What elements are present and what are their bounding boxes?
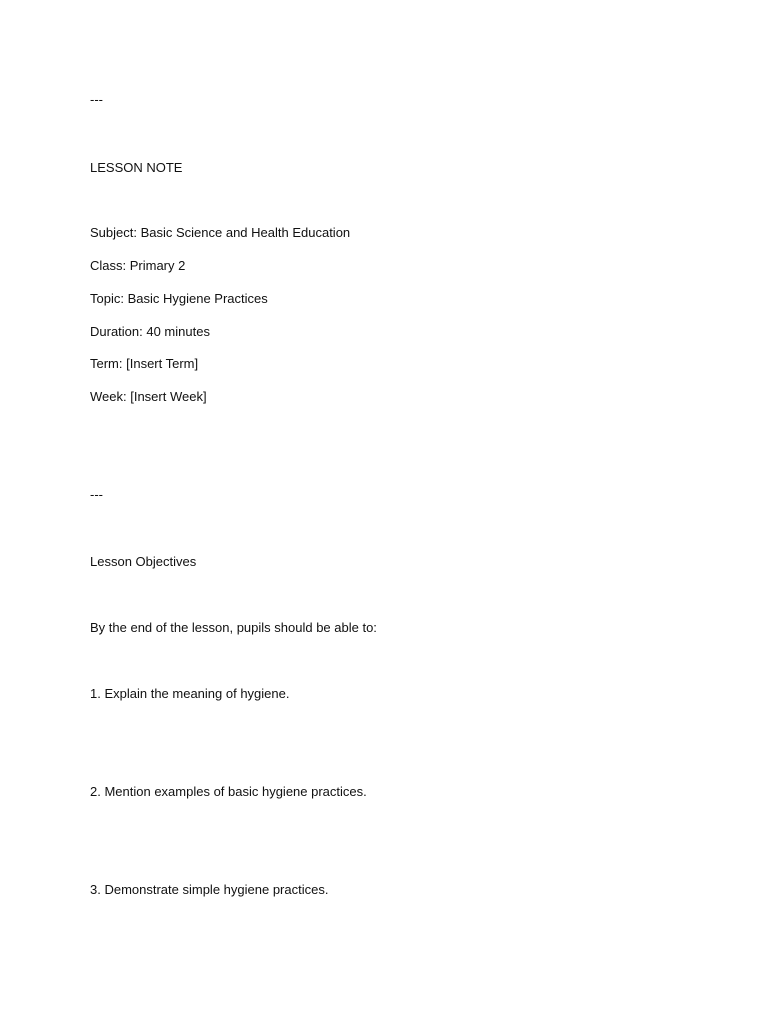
separator-middle: ---	[90, 487, 103, 502]
objective-item: 3. Demonstrate simple hygiene practices.	[90, 882, 329, 897]
class-line: Class: Primary 2	[90, 258, 186, 273]
objective-item: 1. Explain the meaning of hygiene.	[90, 686, 290, 701]
separator-top: ---	[90, 92, 103, 107]
lesson-note-title: LESSON NOTE	[90, 160, 183, 175]
subject-line: Subject: Basic Science and Health Education	[90, 225, 351, 240]
objectives-heading: Lesson Objectives	[90, 554, 197, 569]
duration-line: Duration: 40 minutes	[90, 324, 210, 339]
objective-item: 2. Mention examples of basic hygiene practices.	[90, 784, 367, 799]
term-line: Term: [Insert Term]	[90, 356, 199, 371]
topic-line: Topic: Basic Hygiene Practices	[90, 291, 268, 306]
week-line: Week: [Insert Week]	[90, 389, 207, 404]
objectives-intro: By the end of the lesson, pupils should be able to:	[90, 620, 377, 635]
